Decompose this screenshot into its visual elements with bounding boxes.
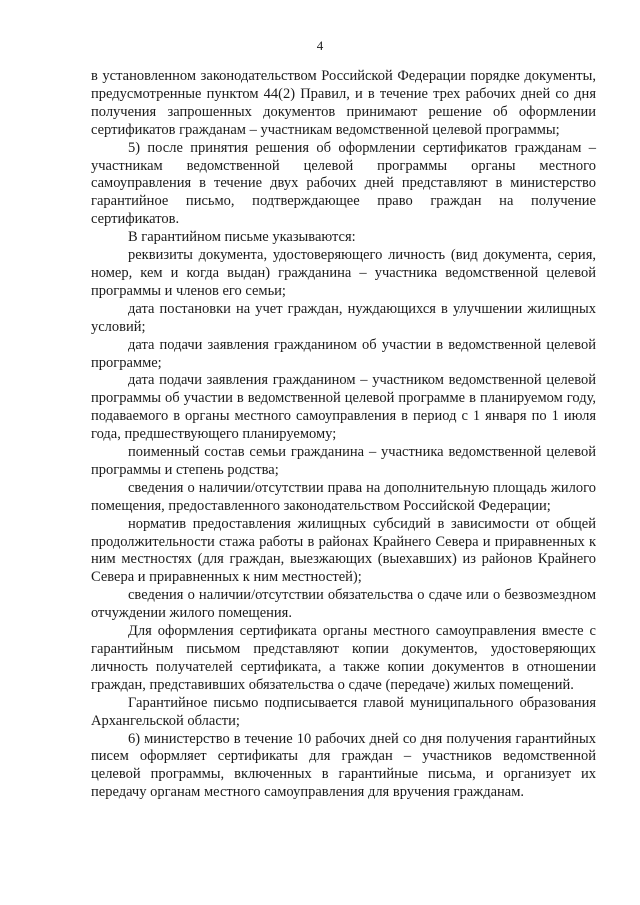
document-body <box>91 68 596 802</box>
paragraph-registration-date: дата постановки на учет граждан, нуждающихся в улучшении жилищных условий; <box>91 300 596 335</box>
paragraph-letter-signature: Гарантийное письмо подписывается главой муниципального образования Архангельской области; <box>91 694 596 729</box>
paragraph-planned-year-application: дата подачи заявления гражданином – участником ведомственной целевой программы об участии в ведомственной целевой программе в планируемом году, подаваемого в органы местного самоуправления в период с 1 января по 1 июля года, предшествующего планируемому; <box>91 372 596 443</box>
page-number: 4 <box>316 38 324 53</box>
paragraph-family-composition: поименный состав семьи гражданина – участника ведомственной целевой программы и степень родства; <box>91 444 596 478</box>
paragraph-item-5: 5) после принятия решения об оформлении сертификатов гражданам – участникам ведомственной целевой программы органы местного самоуправления в течение двух рабочих дней представляют в министерство гарантийное письмо, подтверждающее право граждан на получение сертификатов. <box>91 139 596 228</box>
paragraph-continuation: в установленном законодательством Российской Федерации порядке документы, предусмотренные пунктом 44(2) Правил, и в течение трех рабочих дней со дня получения запрошенных документов принимают решение об оформлении сертификатов гражданам – участникам ведомственной целевой программы; <box>91 68 596 138</box>
paragraph-application-date: дата подачи заявления гражданином об участии в ведомственной целевой программе; <box>91 336 596 371</box>
paragraph-guarantee-letter-intro: В гарантийном письме указываются: <box>128 229 356 246</box>
paragraph-obligation: сведения о наличии/отсутствии обязательства о сдаче или о безвозмездном отчуждении жилого помещения. <box>91 587 596 622</box>
paragraph-item-6: 6) министерство в течение 10 рабочих дней со дня получения гарантийных писем оформляет сертификаты для граждан – участников ведомственной целевой программы, включенных в гарантийные письма, и организует их передачу органам местного самоуправления для вручения гражданам. <box>91 730 596 801</box>
paragraph-additional-area: сведения о наличии/отсутствии права на дополнительную площадь жилого помещения, предоставленного законодательством Российской Федерации; <box>91 479 596 514</box>
paragraph-identity-document: реквизиты документа, удостоверяющего личность (вид документа, серия, номер, кем и когда выдан) гражданина – участника ведомственной целевой программы и членов его семьи; <box>91 247 596 299</box>
paragraph-subsidy-norm: норматив предоставления жилищных субсидий в зависимости от общей продолжительности стажа работы в районах Крайнего Севера и приравненных к ним местностях (для граждан, выезжающих (выехавших) из районов Крайнего Севера и приравненных к ним местностей); <box>91 515 596 586</box>
paragraph-certificate-documents: Для оформления сертификата органы местного самоуправления вместе с гарантийным письмом представляют копии документов, удостоверяющих личность получателей сертификата, а также копии документов в отношении граждан, представивших обязательства о сдаче (передаче) жилых помещений. <box>91 623 596 693</box>
